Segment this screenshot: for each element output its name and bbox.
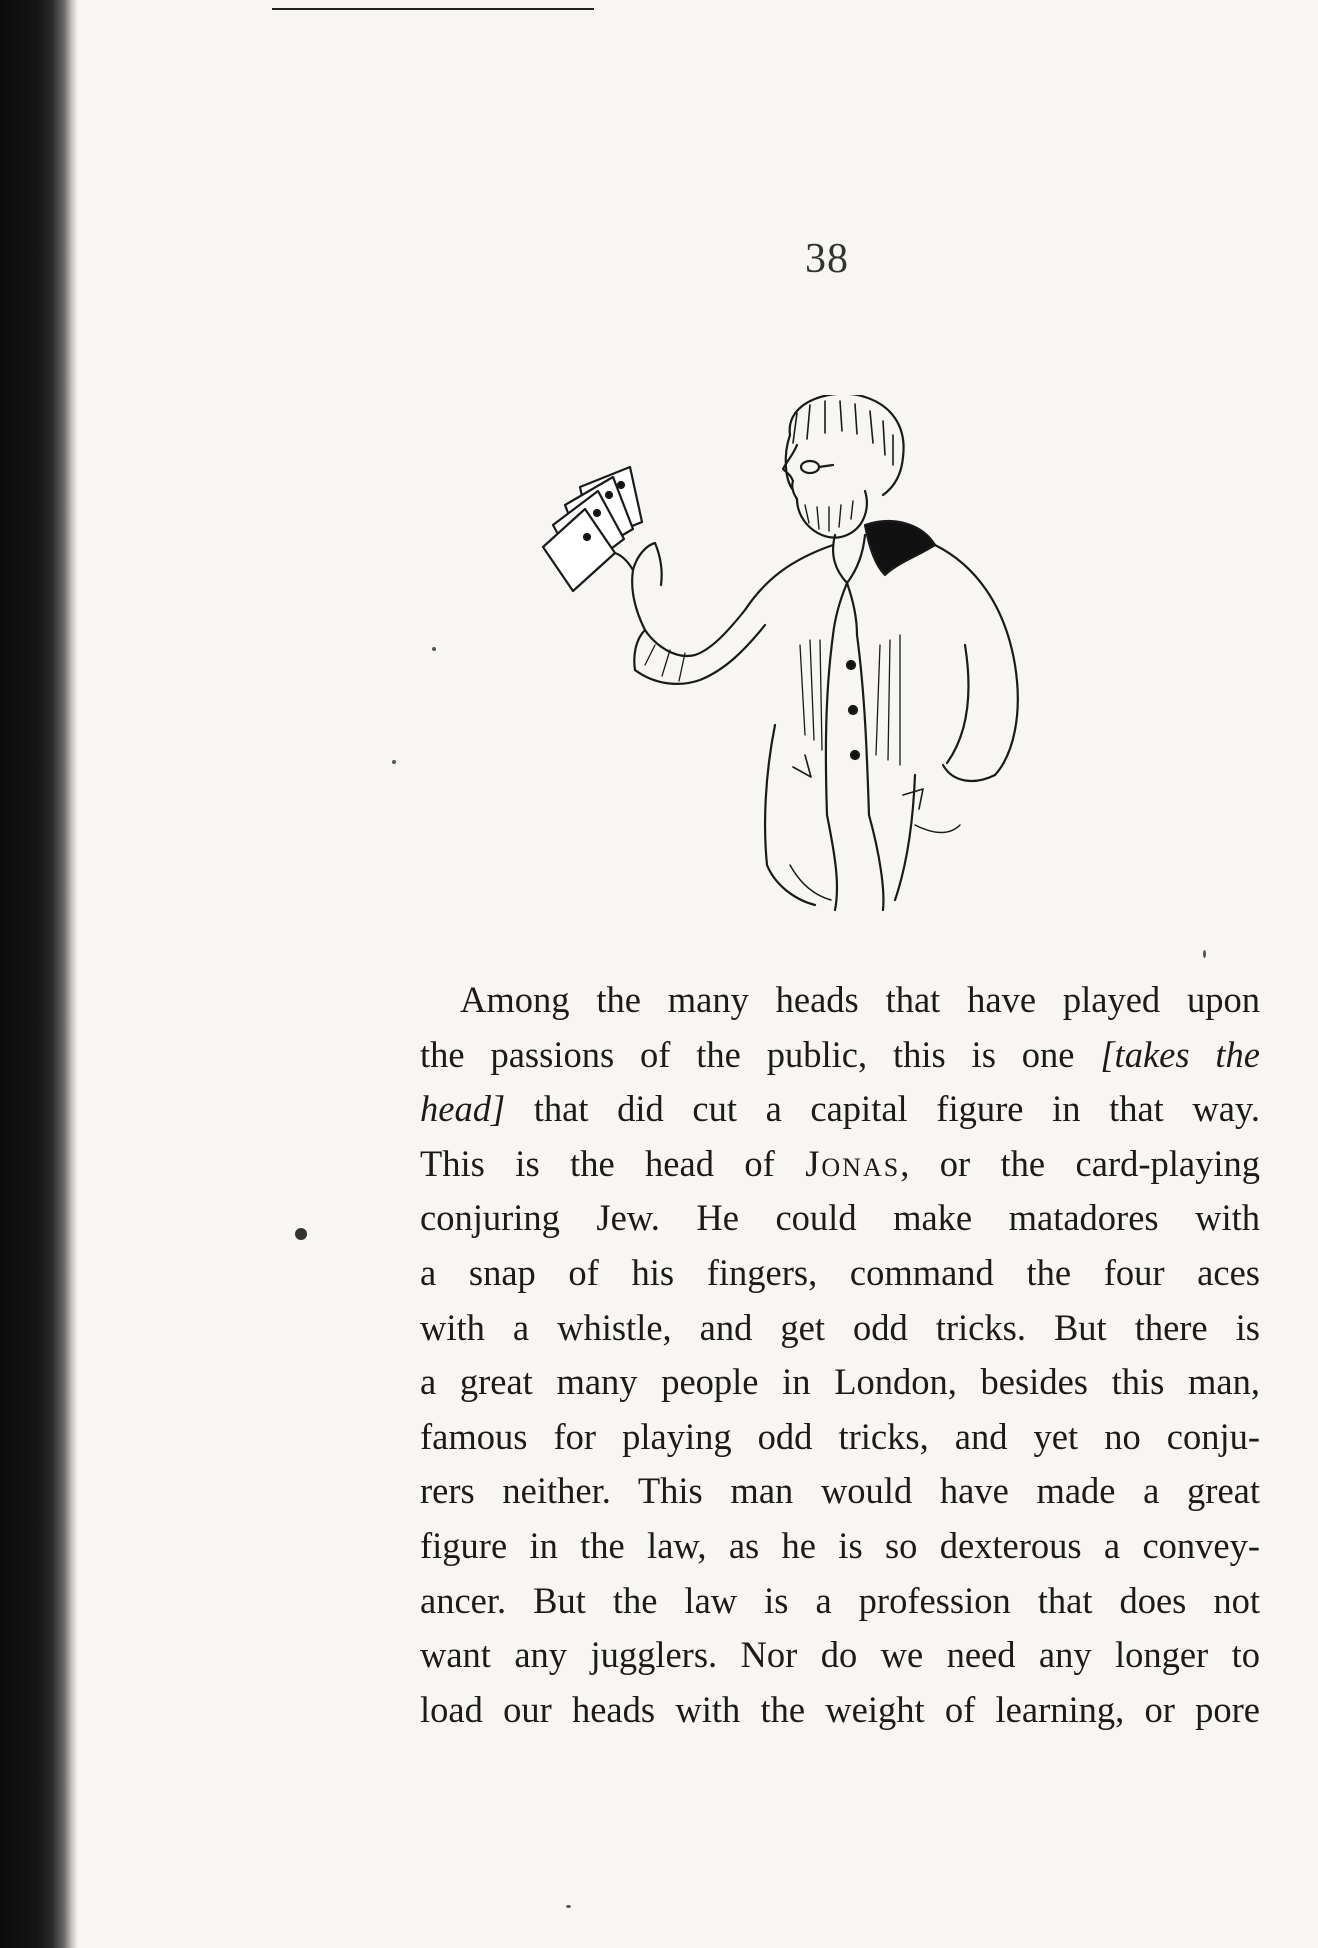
text-line: famous for playing odd tricks, and yet no conju- <box>420 1415 1260 1457</box>
body-text <box>420 973 1260 1737</box>
book-spine-shadow <box>0 0 78 1948</box>
ink-speck <box>1203 950 1206 958</box>
ink-speck <box>432 647 436 651</box>
text-line: ancer. But the law is a profession that does not <box>420 1579 1260 1621</box>
text-line: figure in the law, as he is so dexterous a convey- <box>420 1524 1260 1566</box>
card-player-engraving-icon <box>535 395 1025 915</box>
text-line: head] that did cut a capital figure in that way. <box>420 1088 1260 1130</box>
text-line: load our heads with the weight of learning, or pore <box>420 1688 1260 1730</box>
text-line: This is the head of Jonas, or the card-playing <box>420 1142 1260 1184</box>
text-line: with a whistle, and get odd tricks. But there is <box>420 1306 1260 1348</box>
ink-speck <box>392 760 396 764</box>
text-line: a snap of his fingers, command the four aces <box>420 1251 1260 1293</box>
text-line: the passions of the public, this is one [takes the <box>420 1033 1260 1075</box>
text-line: rers neither. This man would have made a great <box>420 1470 1260 1512</box>
text-line: Among the many heads that have played upon <box>460 979 1260 1020</box>
page-number: 38 <box>805 236 849 282</box>
text-line: want any jugglers. Nor do we need any longer to <box>420 1634 1260 1676</box>
ink-speck <box>566 1905 571 1908</box>
text-line: conjuring Jew. He could make matadores with <box>420 1197 1260 1239</box>
top-rule <box>272 8 594 10</box>
ink-speck <box>295 1228 307 1240</box>
text-line: a great many people in London, besides this man, <box>420 1361 1260 1403</box>
